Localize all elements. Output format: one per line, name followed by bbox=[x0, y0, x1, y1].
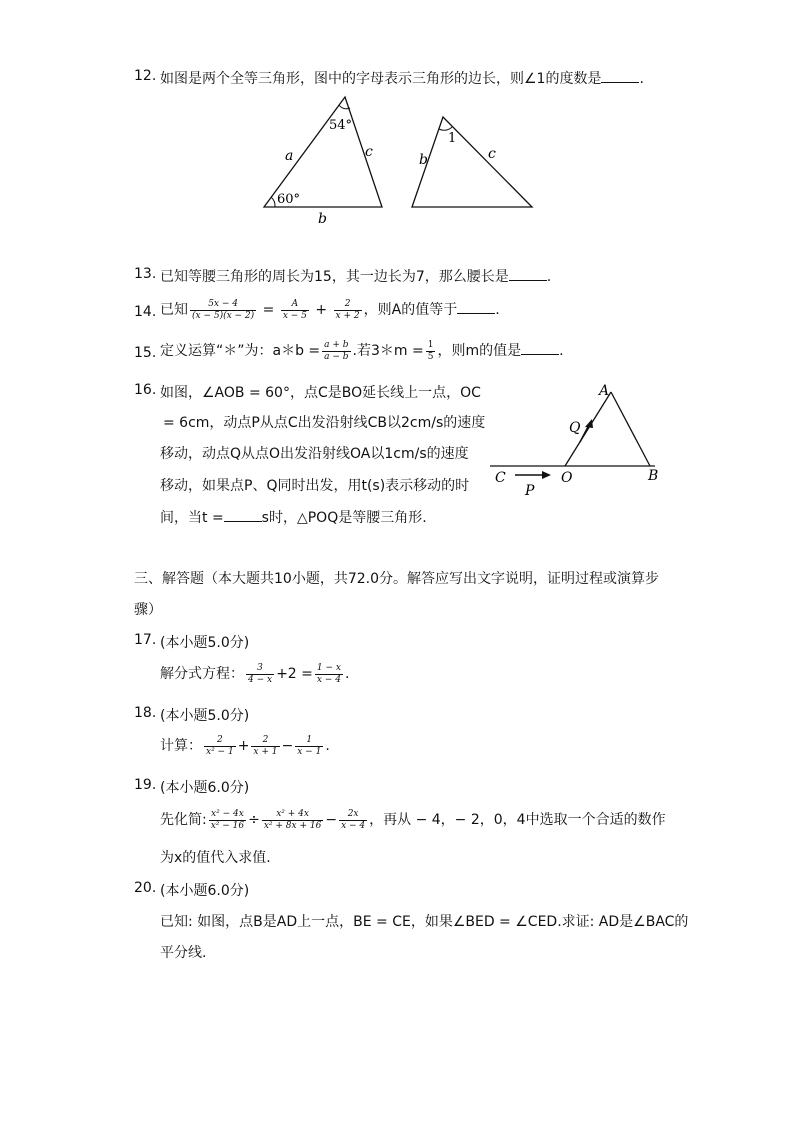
q13-answer-blank bbox=[509, 268, 547, 281]
q15-answer-blank bbox=[521, 342, 559, 355]
q19-f1-denominator: x² − 16 bbox=[210, 820, 245, 831]
q19-expression bbox=[160, 806, 666, 834]
label-side-c-right: c bbox=[488, 146, 496, 162]
q13-text bbox=[160, 266, 551, 286]
q14-prefix: 已知 bbox=[160, 302, 188, 318]
q18-f1-denominator: x² − 1 bbox=[206, 746, 234, 757]
q12-text bbox=[160, 68, 644, 88]
q14-f2-denominator: x − 5 bbox=[282, 310, 307, 321]
q19-suffix: ，再从 − 4，− 2，0，4中选取一个合适的数作 bbox=[369, 812, 666, 828]
label-Q: Q bbox=[569, 420, 581, 436]
q13-text-b: . bbox=[546, 269, 552, 285]
q17-fraction-2 bbox=[315, 663, 343, 686]
q17-number: 17. bbox=[134, 632, 157, 648]
q16-last-a: 间，当t = bbox=[160, 510, 224, 526]
q19-f3-denominator: x − 4 bbox=[341, 820, 366, 831]
label-P: P bbox=[525, 483, 535, 499]
q12-text-b: . bbox=[639, 71, 644, 87]
q15-text bbox=[160, 337, 564, 365]
q17-fraction-1 bbox=[246, 663, 274, 686]
q19-op1: ÷ bbox=[248, 812, 260, 828]
q17-f1-denominator: 4 − x bbox=[248, 674, 273, 685]
q14-fraction-2 bbox=[281, 299, 309, 322]
arrow-p-head bbox=[542, 471, 551, 479]
q14-f3-denominator: x + 2 bbox=[335, 310, 360, 321]
q18-op2: − bbox=[281, 738, 294, 754]
q15-f2-denominator: 5 bbox=[427, 351, 434, 362]
q14-f1-denominator: (x − 5)(x − 2) bbox=[192, 310, 255, 321]
q18-op1: + bbox=[237, 738, 250, 754]
label-O: O bbox=[561, 470, 573, 486]
q18-f1-numerator: 2 bbox=[204, 735, 236, 747]
q17-prefix: 解分式方程： bbox=[160, 666, 244, 682]
q15-suffix: ，则m的值是 bbox=[437, 343, 522, 359]
q14-suffix: ，则A的值等于 bbox=[363, 302, 458, 318]
q16-answer-blank bbox=[224, 509, 262, 522]
q15-fraction-2 bbox=[426, 340, 436, 363]
q14-f3-numerator: 2 bbox=[334, 299, 362, 311]
q15-f1-numerator: a + b bbox=[324, 339, 349, 350]
q20-score: (本小题6.0分) bbox=[160, 883, 250, 899]
label-B: B bbox=[648, 468, 659, 484]
q19-fraction-2 bbox=[262, 809, 323, 832]
q17-end: . bbox=[344, 666, 350, 682]
label-angle-1: 1 bbox=[448, 131, 457, 146]
q15-mid: .若3＊m = bbox=[352, 343, 424, 359]
q18-number: 18. bbox=[134, 705, 157, 721]
label-angle-54: 54° bbox=[329, 118, 353, 133]
q14-answer-blank bbox=[457, 301, 495, 314]
q17-f1-numerator: 3 bbox=[246, 663, 274, 675]
q13-text-a: 已知等腰三角形的周长为15，其一边长为7，那么腰长是 bbox=[160, 269, 509, 285]
q16-line-1: 如图，∠AOB = 60°，点C是BO延长线上一点，OC bbox=[160, 385, 481, 401]
q16-figure bbox=[485, 380, 665, 500]
q19-op2: − bbox=[325, 812, 338, 828]
label-side-b-right: b bbox=[419, 152, 428, 168]
q15-f2-numerator: 1 bbox=[427, 339, 434, 350]
q18-end: . bbox=[325, 738, 330, 754]
q18-fraction-3 bbox=[295, 735, 323, 758]
q20-number: 20. bbox=[134, 880, 157, 896]
q13-number: 13. bbox=[134, 266, 157, 282]
q16-number: 16. bbox=[134, 382, 157, 398]
q15-fraction-1 bbox=[322, 340, 350, 363]
label-angle-60: 60° bbox=[277, 192, 301, 207]
q18-expression bbox=[160, 732, 330, 760]
label-C: C bbox=[495, 470, 506, 486]
q12-triangles-figure bbox=[255, 92, 545, 227]
q18-f2-denominator: x + 1 bbox=[253, 746, 278, 757]
q14-fraction-1 bbox=[190, 299, 256, 322]
q18-f3-denominator: x − 1 bbox=[297, 746, 322, 757]
q12-answer-blank bbox=[601, 70, 639, 83]
q14-fraction-3 bbox=[334, 299, 362, 322]
label-A: A bbox=[599, 383, 610, 399]
q14-number: 14. bbox=[134, 304, 157, 320]
q16-line-5 bbox=[160, 507, 427, 527]
label-side-b-left: b bbox=[318, 211, 327, 227]
q19-f3-numerator: 2x bbox=[339, 809, 367, 821]
q12-text-a: 如图是两个全等三角形，图中的字母表示三角形的边长，则∠1的度数是 bbox=[160, 71, 602, 87]
q20-line-1: 已知: 如图，点B是AD上一点，BE = CE，如果∠BED = ∠CED.求证: AD是∠BAC的 bbox=[160, 914, 689, 930]
q15-number: 15. bbox=[134, 345, 157, 361]
section-3-title: 三、解答题（本大题共10小题，共72.0分。解答应写出文字说明，证明过程或演算步 bbox=[134, 571, 659, 587]
triangle-right bbox=[412, 117, 532, 207]
label-side-a: a bbox=[285, 148, 294, 164]
q18-prefix: 计算： bbox=[160, 738, 202, 754]
q20-line-2: 平分线. bbox=[160, 945, 207, 961]
section-3-title-cont: 骤） bbox=[134, 602, 162, 618]
q14-f2-numerator: A bbox=[281, 299, 309, 311]
q14-end: . bbox=[495, 302, 500, 318]
q17-mid: +2 = bbox=[276, 666, 313, 682]
q19-score: (本小题6.0分) bbox=[160, 780, 250, 796]
q16-last-b: s时，△POQ是等腰三角形. bbox=[261, 510, 427, 526]
arc-1 bbox=[439, 127, 452, 130]
q19-f1-numerator: x² − 4x bbox=[209, 809, 246, 821]
q16-line-2: = 6cm，动点P从点C出发沿射线CB以2cm/s的速度 bbox=[163, 415, 486, 431]
q17-f2-denominator: x − 4 bbox=[316, 674, 341, 685]
q17-score: (本小题5.0分) bbox=[160, 635, 250, 651]
q18-f2-numerator: 2 bbox=[251, 735, 279, 747]
q16-line-3: 移动，动点Q从点O出发沿射线OA以1cm/s的速度 bbox=[160, 446, 469, 462]
line-ab bbox=[611, 392, 650, 466]
q19-f2-numerator: x² + 4x bbox=[262, 809, 323, 821]
q19-number: 19. bbox=[134, 777, 157, 793]
label-side-c-left: c bbox=[365, 144, 373, 160]
q17-equation bbox=[160, 660, 349, 688]
q18-score: (本小题5.0分) bbox=[160, 708, 250, 724]
q17-f2-numerator: 1 − x bbox=[316, 662, 341, 673]
q16-line-4: 移动，如果点P、Q同时出发，用t(s)表示移动的时 bbox=[160, 478, 470, 494]
q15-f1-denominator: a − b bbox=[324, 351, 349, 362]
q15-prefix: 定义运算“＊”为：a＊b = bbox=[160, 343, 321, 359]
arc-60 bbox=[271, 197, 275, 207]
q18-fraction-1 bbox=[204, 735, 236, 758]
q19-fraction-3 bbox=[339, 809, 367, 832]
q19-prefix: 先化简: bbox=[160, 812, 207, 828]
arrow-q-head bbox=[585, 419, 593, 428]
q18-f3-numerator: 1 bbox=[295, 735, 323, 747]
q18-fraction-2 bbox=[251, 735, 279, 758]
q12-number: 12. bbox=[134, 68, 157, 84]
q15-end: . bbox=[559, 343, 564, 359]
q19-line-2: 为x的值代入求值. bbox=[160, 850, 271, 866]
q19-f2-denominator: x² + 8x + 16 bbox=[263, 820, 322, 831]
q14-f1-numerator: 5x − 4 bbox=[190, 299, 256, 311]
q19-fraction-1 bbox=[209, 809, 246, 832]
q14-text: 已知 $\frac{5x - 4}{(x - 5)(x - 2)}$ = $\frac{A}{x - 5}$ + $\frac{2}{x + 2}$ ，则A的值等于 . bbox=[160, 298, 500, 321]
